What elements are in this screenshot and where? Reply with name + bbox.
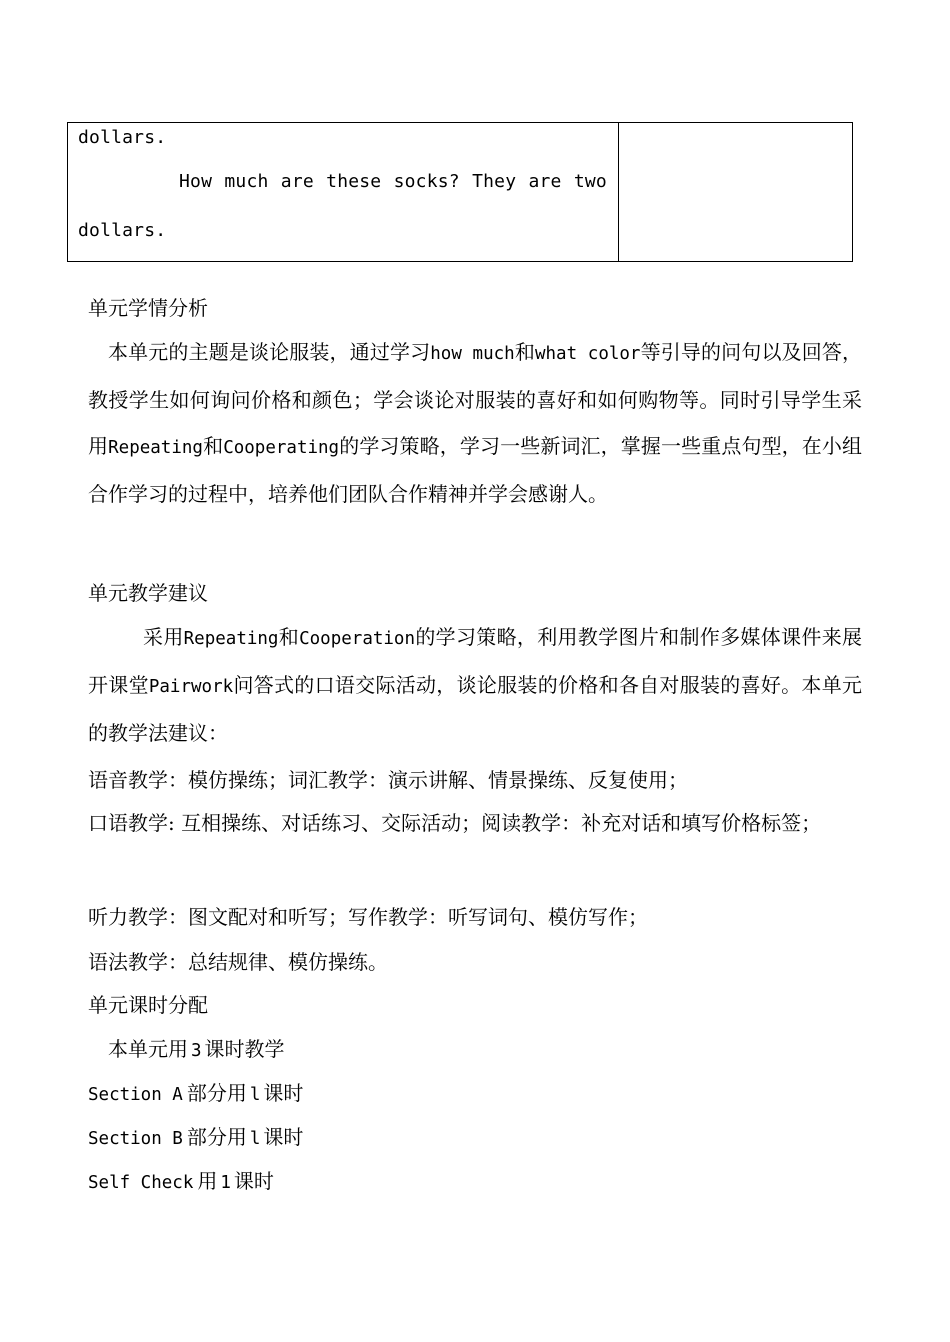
allocation-number: 1 [220,1173,231,1193]
allocation-section-name: Section A [88,1085,183,1105]
suggestion-text: 和 [278,625,300,649]
table-word: two [573,171,607,192]
allocation-section-b [88,1125,303,1151]
analysis-text: 本单元的主题是谈论服装，通过学习 [108,340,431,364]
method-line-phonics-vocab: 语音教学：模仿操练；词汇教学：演示讲解、情景操练、反复使用； [88,768,688,792]
allocation-text: 部分用 [186,1081,247,1105]
method-line-speaking-reading: 口语教学: 互相操练、对话练习、交际活动；阅读教学：补充对话和填写价格标签； [88,811,822,835]
suggestion-text: 的学习策略，利用教学图片和制作多媒体课件来展开课堂 [88,625,863,697]
analysis-text: 等引导的问句以及回答，教授学生如何询问价格和颜色；学会谈论对服装的喜好和如何购物等。同时引导学生采用 [88,340,863,458]
table-line-question [179,171,607,192]
allocation-text: 课时 [263,1125,304,1149]
analysis-text-en: how much [430,344,515,364]
table-word: They [472,171,517,192]
allocation-text: 课时 [263,1081,304,1105]
allocation-total [108,1037,285,1063]
analysis-text: 和 [514,340,535,364]
allocation-text: 本单元用 [108,1037,188,1061]
suggestion-text: 采用 [143,625,184,649]
allocation-self-check [88,1169,274,1195]
suggestion-text-en: Cooperation [299,629,416,649]
analysis-paragraph [88,329,862,517]
table-word: are [528,171,562,192]
allocation-section-name: Self Check [88,1173,194,1193]
allocation-number: l [249,1085,261,1105]
table-word: these [326,171,382,192]
allocation-section-a [88,1081,303,1107]
suggestion-text-en: Repeating [183,629,279,649]
table-word: much [224,171,269,192]
method-line-listening-writing: 听力教学：图文配对和听写；写作教学：听写词句、模仿写作； [88,905,648,929]
table-cell-dialogue [68,123,619,261]
allocation-heading: 单元课时分配 [88,993,208,1017]
analysis-text: 和 [202,434,224,458]
table-line-dollars-1: dollars. [78,127,167,148]
allocation-text: 用 [197,1169,218,1193]
suggestion-heading: 单元教学建议 [88,581,208,605]
content-table [67,122,853,262]
suggestion-text-en: Pairwork [148,677,234,697]
analysis-text-en: Repeating [108,438,203,458]
table-word: How [179,171,213,192]
allocation-text: 部分用 [186,1125,247,1149]
method-line-grammar: 语法教学：总结规律、模仿操练。 [88,950,388,974]
analysis-text-en: what color [534,344,641,364]
allocation-number: l [249,1129,261,1149]
allocation-text: 课时 [233,1169,274,1193]
table-word: are [280,171,314,192]
analysis-text-en: Cooperating [223,438,340,458]
allocation-section-name: Section B [88,1129,183,1149]
suggestion-paragraph [88,614,862,756]
table-word: socks? [393,171,460,192]
suggestion-text: 问答式的口语交际活动，谈论服装的价格和各自对服装的喜好。本单元的教学法建议： [88,673,863,745]
table-cell-empty [619,123,852,261]
table-line-dollars-2: dollars. [78,220,167,241]
allocation-text: 课时教学 [204,1037,285,1061]
allocation-number: 3 [191,1041,202,1061]
analysis-text: 的学习策略，学习一些新词汇，掌握一些重点句型，在小组合作学习的过程中，培养他们团队合作精神并学会感谢人。 [88,434,863,506]
analysis-heading: 单元学情分析 [88,296,208,320]
